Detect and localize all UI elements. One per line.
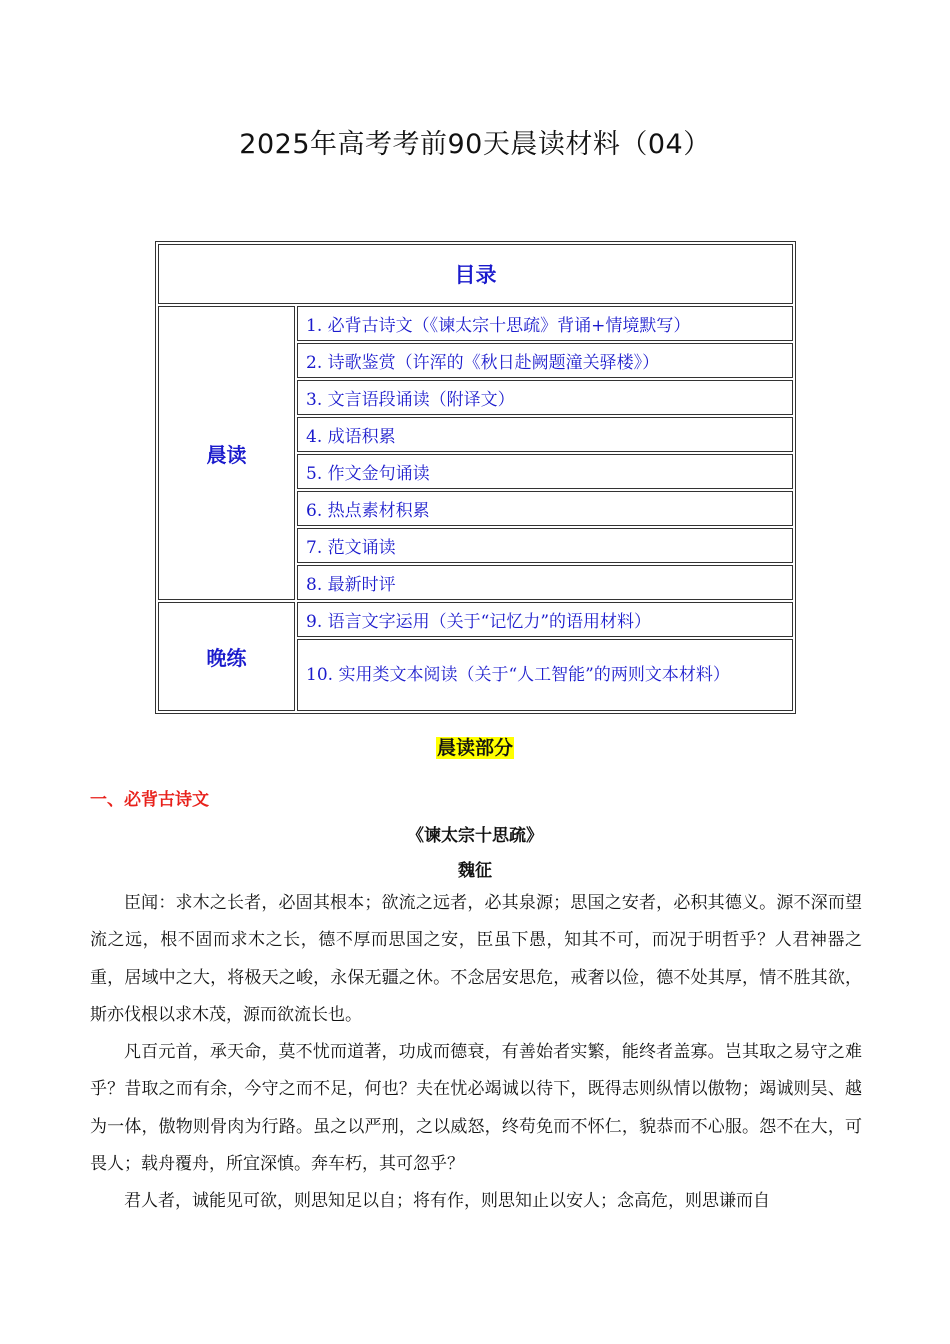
toc-item: 2. 诗歌鉴赏（许浑的《秋日赴阙题潼关驿楼》） xyxy=(297,343,793,378)
toc-row xyxy=(158,602,793,637)
poem-title: 《谏太宗十思疏》 xyxy=(407,826,543,846)
poem-body xyxy=(90,885,862,1221)
toc-item: 7. 范文诵读 xyxy=(297,528,793,563)
toc-item: 10. 实用类文本阅读（关于“人工智能”的两则文本材料） xyxy=(297,639,793,711)
toc-header-row xyxy=(158,244,793,304)
table-of-contents xyxy=(155,241,796,714)
toc-item: 1. 必背古诗文（《谏太宗十思疏》背诵+情境默写） xyxy=(297,306,793,341)
paragraph: 臣闻：求木之长者，必固其根本；欲流之远者，必其泉源；思国之安者，必积其德义。源不深而望流之远，根不固而求木之长，德不厚而思国之安，臣虽下愚，知其不可，而况于明哲乎？人君神器之重，居域中之大，将极天之峻，永保无疆之休。不念居安思危，戒奢以俭，德不处其厚，情不胜其欲，斯亦伐根以求木茂，源而欲流长也。 xyxy=(90,893,862,1025)
poem-author: 魏征 xyxy=(458,861,492,881)
toc-item: 3. 文言语段诵读（附译文） xyxy=(297,380,793,415)
toc-item: 4. 成语积累 xyxy=(297,417,793,452)
toc-item: 5. 作文金句诵读 xyxy=(297,454,793,489)
toc-row xyxy=(158,306,793,341)
paragraph: 凡百元首，承天命，莫不忧而道著，功成而德衰，有善始者实繁，能终者盖寡。岂其取之易守之难乎？昔取之而有余，今守之而不足，何也？夫在忧必竭诚以待下，既得志则纵情以傲物；竭诚则吴、越为一体，傲物则骨肉为行路。虽之以严刑，之以威怒，终苟免而不怀仁，貌恭而不心服。怨不在大，可畏人；载舟覆舟，所宜深慎。奔车朽，其可忽乎？ xyxy=(90,1042,862,1175)
toc-item: 8. 最新时评 xyxy=(297,565,793,600)
toc-header: 目录 xyxy=(158,244,793,304)
section-heading: 一、必背古诗文 xyxy=(90,790,209,810)
toc-item: 9. 语言文字运用（关于“记忆力”的语用材料） xyxy=(297,602,793,637)
toc-group-evening: 晚练 xyxy=(158,602,295,711)
paragraph: 君人者，诚能见可欲，则思知足以自；将有作，则思知止以安人；念高危，则思谦而自 xyxy=(124,1191,770,1212)
toc-group-morning: 晨读 xyxy=(158,306,295,600)
section-tag xyxy=(0,733,950,760)
section-tag-label: 晨读部分 xyxy=(436,737,513,759)
toc-item: 6. 热点素材积累 xyxy=(297,491,793,526)
page-title: 2025年高考考前90天晨读材料（04） xyxy=(239,129,711,160)
